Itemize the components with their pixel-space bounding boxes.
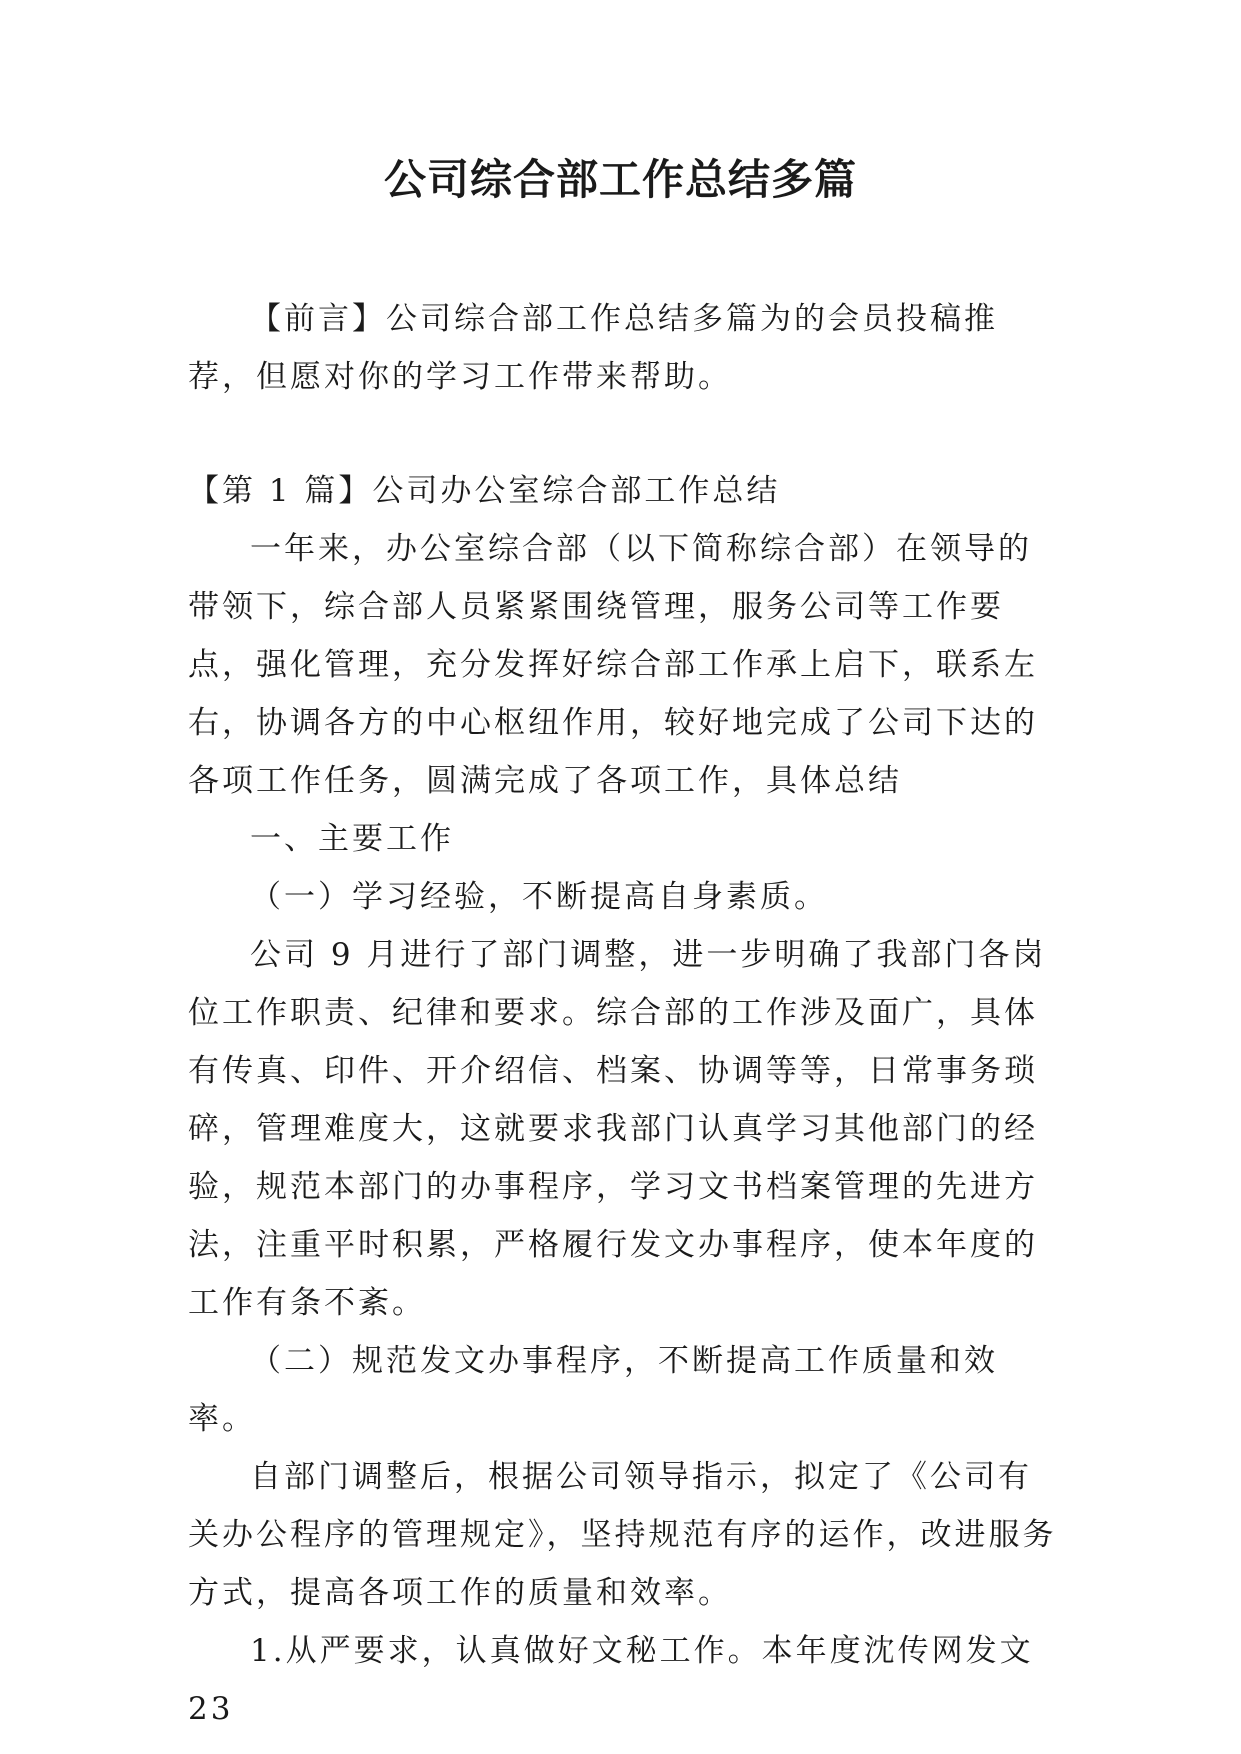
document-title: 公司综合部工作总结多篇 (383, 155, 857, 204)
body-paragraph: 自部门调整后，根据公司领导指示，拟定了《公司有关办公程序的管理规定》，坚持规范有序的运作，改进服务方式，提高各项工作的质量和效率。 (188, 1459, 1057, 1611)
section-1 (188, 462, 1058, 1738)
subheading-learning: （一）学习经验，不断提高自身素质。 (250, 879, 828, 915)
subheading-main-work: 一、主要工作 (250, 821, 454, 857)
body-paragraph: 一年来，办公室综合部（以下简称综合部）在领导的带领下，综合部人员紧紧围绕管理，服务公司等工作要点，强化管理，充分发挥好综合部工作承上启下，联系左右，协调各方的中心枢纽作用，较好地完成了公司下达的各项工作任务，圆满完成了各项工作，具体总结 (188, 531, 1038, 799)
section-heading: 【第 1 篇】公司办公室综合部工作总结 (188, 473, 781, 509)
preface-block (188, 290, 1058, 406)
body-paragraph: 公司 9 月进行了部门调整，进一步明确了我部门各岗位工作职责、纪律和要求。综合部的工作涉及面广，具体有传真、印件、开介绍信、档案、协调等等，日常事务琐碎，管理难度大，这就要求我部门认真学习其他部门的经验，规范本部门的办事程序，学习文书档案管理的先进方法，注重平时积累，严格履行发文办事程序，使本年度的工作有条不紊。 (188, 937, 1047, 1321)
subheading-standardize: （二）规范发文办事程序，不断提高工作质量和效率。 (188, 1343, 998, 1437)
preface-paragraph: 【前言】公司综合部工作总结多篇为的会员投稿推荐，但愿对你的学习工作带来帮助。 (188, 301, 998, 395)
body-paragraph: 1.从严要求，认真做好文秘工作。本年度沈传网发文 23 (188, 1633, 1034, 1727)
